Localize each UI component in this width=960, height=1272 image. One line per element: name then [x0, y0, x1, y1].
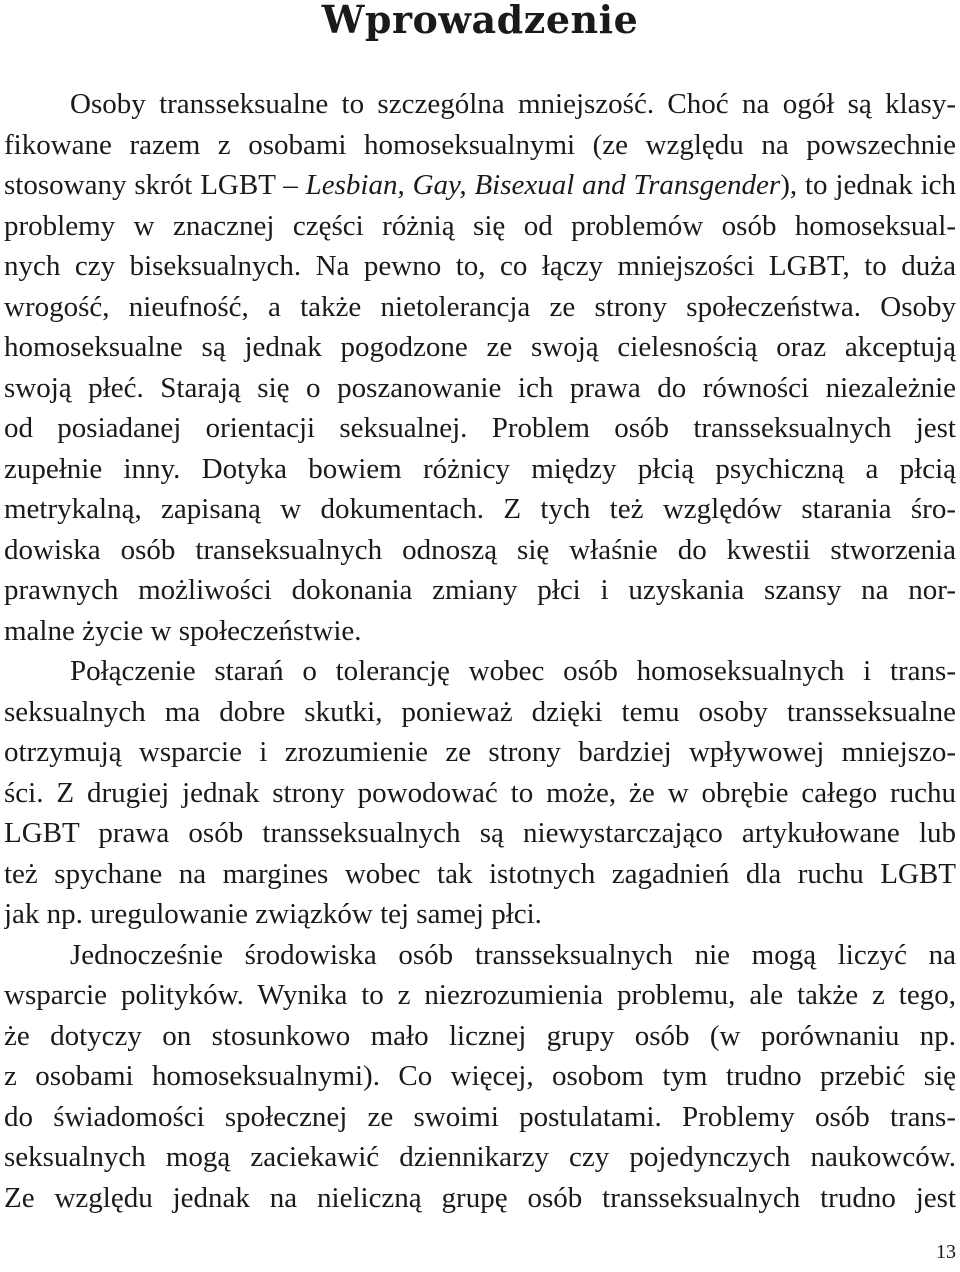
paragraph-3-line-1: Jednocześnie środowiska osób transseksualnych nie mogą liczyć na: [70, 938, 956, 971]
paragraph-3-line-5: do świadomości społecznej ze swoimi postulatami. Problemy osób trans-: [4, 1100, 956, 1133]
paragraph-1-line-8: swoją płeć. Starają się o poszanowanie ich prawa do równości niezależnie: [4, 371, 956, 404]
paragraph-1-line-14: malne życie w społeczeństwie.: [4, 614, 362, 647]
paragraph-3-line-7: Ze względu jednak na nieliczną grupę osób transseksualnych trudno jest: [4, 1181, 956, 1214]
paragraph-1-line-7: homoseksualne są jednak pogodzone ze swoją cielesnością oraz akceptują: [4, 331, 956, 363]
paragraph-1-line-1: Osoby transseksualne to szczególna mniejszość. Choć na ogół są klasy-: [70, 88, 956, 120]
text-segment: stosowany skrót LGBT –: [4, 169, 298, 201]
paragraph-1-line-12: dowiska osób transeksualnych odnoszą się właśnie do kwestii stworzenia: [4, 533, 956, 566]
paragraph-1-line-13: prawnych możliwości dokonania zmiany płci i uzyskania szansy na nor-: [4, 574, 956, 606]
italic-text-segment: Lesbian, Gay, Bisexual and Transgender: [297, 169, 781, 201]
paragraph-1-line-4: problemy w znacznej części różnią się od problemów osób homoseksual-: [4, 209, 956, 242]
paragraph-1-line-5: nych czy biseksualnych. Na pewno to, co łączy mniejszości LGBT, to duża: [4, 250, 956, 282]
paragraph-3-line-6: seksualnych mogą zaciekawić dziennikarzy czy pojedynczych naukowców.: [4, 1141, 956, 1173]
text-segment: ), to jednak ich: [780, 169, 956, 201]
paragraph-1-line-3: [4, 165, 956, 206]
paragraph-1-line-6: wrogość, nieufność, a także nietolerancja ze strony społeczeństwa. Osoby: [4, 290, 956, 323]
page-number: 13: [936, 1241, 956, 1263]
paragraph-1-line-10: zupełnie inny. Dotyka bowiem różnicy między płcią psychiczną a płcią: [4, 452, 956, 485]
paragraph-2-line-1: Połączenie starań o tolerancję wobec osób homoseksualnych i trans-: [70, 655, 956, 687]
body-text: [4, 84, 956, 1218]
paragraph-1-line-11: metrykalną, zapisaną w dokumentach. Z tych też względów starania śro-: [4, 493, 956, 525]
paragraph-2-line-4: ści. Z drugiej jednak strony powodować to może, że w obrębie całego ruchu: [4, 776, 956, 809]
paragraph-1-line-9: od posiadanej orientacji seksualnej. Problem osób transseksualnych jest: [4, 412, 956, 444]
page-title: Wprowadzenie: [321, 0, 639, 42]
paragraph-1-line-2: fikowane razem z osobami homoseksualnymi (ze względu na powszechnie: [4, 128, 956, 161]
paragraph-2-line-6: też spychane na margines wobec tak istotnych zagadnień dla ruchu LGBT: [4, 857, 956, 890]
paragraph-2-line-5: LGBT prawa osób transseksualnych są niewystarczająco artykułowane lub: [4, 817, 956, 849]
paragraph-3-line-2: wsparcie polityków. Wynika to z niezrozumienia problemu, ale także z tego,: [4, 979, 956, 1011]
paragraph-2-line-2: seksualnych ma dobre skutki, ponieważ dzięki temu osoby transseksualne: [4, 695, 956, 728]
paragraph-3-line-4: z osobami homoseksualnymi). Co więcej, osobom tym trudno przebić się: [4, 1060, 956, 1092]
paragraph-3-line-3: że dotyczy on stosunkowo mało licznej grupy osób (w porównaniu np.: [4, 1019, 956, 1052]
paragraph-2-line-7: jak np. uregulowanie związków tej samej płci.: [4, 898, 542, 930]
paragraph-2-line-3: otrzymują wsparcie i zrozumienie ze strony bardziej wpływowej mniejszo-: [4, 736, 956, 768]
